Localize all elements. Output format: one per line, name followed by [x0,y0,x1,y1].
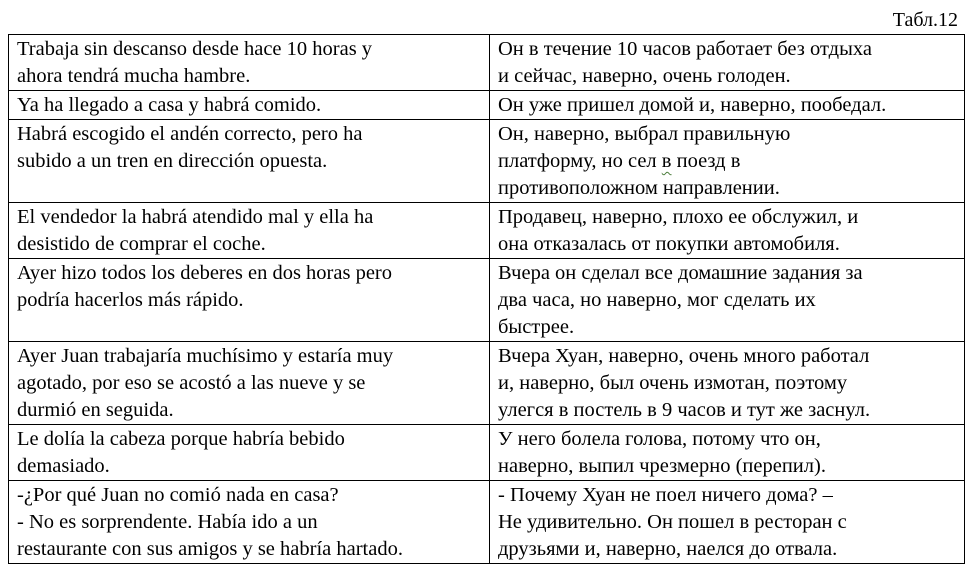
table-row [9,91,965,120]
spanish-cell: -¿Por qué Juan no comió nada en casa? - No es sorprendente. Había ido a un restaurante con sus amigos y se habría hartado. [9,481,490,564]
russian-cell: Он в течение 10 часов работает без отдыха и сейчас, наверно, очень голоден. [490,35,965,91]
spanish-cell: Ayer hizo todos los deberes en dos horas pero podría hacerlos más rápido. [9,259,490,342]
table-row [9,425,965,481]
table-row [9,35,965,91]
russian-cell: У него болела голова, потому что он, наверно, выпил чрезмерно (перепил). [490,425,965,481]
table-row [9,259,965,342]
table-row [9,481,965,564]
spanish-cell: Le dolía la cabeza porque habría bebido demasiado. [9,425,490,481]
russian-cell: Вчера он сделал все домашние задания за два часа, но наверно, мог сделать их быстрее. [490,259,965,342]
russian-cell [490,120,965,203]
spanish-cell: Trabaja sin descanso desde hace 10 horas y ahora tendrá mucha hambre. [9,35,490,91]
spanish-cell: El vendedor la habrá atendido mal y ella ha desistido de comprar el coche. [9,203,490,259]
russian-cell: Продавец, наверно, плохо ее обслужил, и она отказалась от покупки автомобиля. [490,203,965,259]
russian-text-part: Он, наверно, выбрал правильную платформу, но сел [498,123,791,172]
spellcheck-underlined-word: в [661,150,672,172]
table-row [9,342,965,425]
spanish-cell: Habrá escogido el andén correcto, pero ha subido a un tren en dirección opuesta. [9,120,490,203]
translation-table [8,34,965,564]
russian-cell: Он уже пришел домой и, наверно, пообедал. [490,91,965,120]
table-caption: Табл.12 [892,9,958,31]
russian-cell: Вчера Хуан, наверно, очень много работал и, наверно, был очень измотан, поэтому улегся в постель в 9 часов и тут же заснул. [490,342,965,425]
table-row [9,120,965,203]
spanish-cell: Ya ha llegado a casa y habrá comido. [9,91,490,120]
russian-text-part: поезд в противоположном направлении. [498,150,780,199]
table-row [9,203,965,259]
russian-cell: - Почему Хуан не поел ничего дома? – Не удивительно. Он пошел в ресторан с друзьями и, наверно, наелся до отвала. [490,481,965,564]
spanish-cell: Ayer Juan trabajaría muchísimo y estaría muy agotado, por eso se acostó a las nueve y se durmió en seguida. [9,342,490,425]
